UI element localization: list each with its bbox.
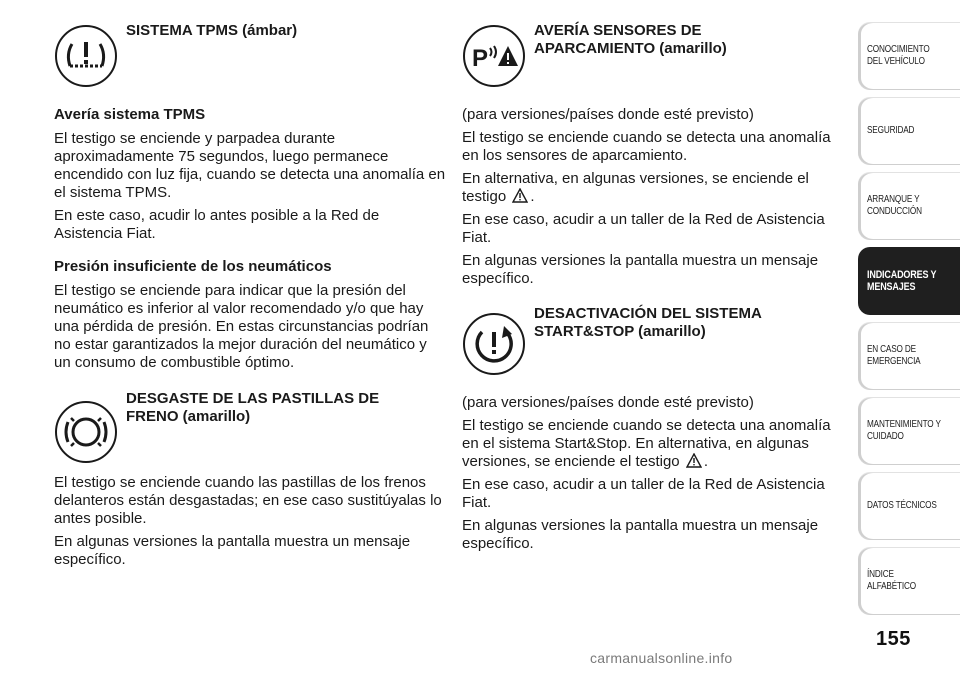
tab-label: ARRANQUE Y CONDUCCIÓN: [867, 194, 922, 217]
tpms-fault-text-2: En este caso, acudir lo antes posible a la Red de Asistencia Fiat.: [54, 207, 380, 242]
start-stop-text-3: En ese caso, acudir a un taller de la Red de Asistencia Fiat.: [462, 476, 825, 511]
tab-mantenimiento-y-cuidado[interactable]: [858, 397, 960, 465]
right-column: [462, 0, 844, 558]
tire-pressure-warning-icon: [54, 24, 118, 88]
tpms-pressure-text: El testigo se enciende para indicar que la presión del neumático es inferior al valor recomendado y/o que hay una pérdida de presión. En estas circunstancias podrían no estar garantizados la mejor duración del neumático y un consumo de combustible óptimo.: [54, 282, 429, 371]
brake-pads-text-2: En algunas versiones la pantalla muestra un mensaje específico.: [54, 533, 411, 568]
start-stop-header: [462, 302, 844, 394]
left-column: [54, 0, 446, 574]
start-stop-text-2-after: .: [703, 453, 708, 470]
tab-label: SEGURIDAD: [867, 125, 915, 136]
watermark: carmanualsonline.info: [590, 650, 733, 666]
start-stop-text-4: En algunas versiones la pantalla muestra un mensaje específico.: [462, 517, 819, 552]
brake-pads-text-1: El testigo se enciende cuando las pastillas de los frenos delanteros están desgastadas; en ese caso sustitúyalas lo antes posible.: [54, 474, 442, 527]
tab-indicadores-y-mensajes[interactable]: [858, 247, 960, 315]
tpms-pressure-heading: Presión insuficiente de los neumáticos: [54, 258, 332, 275]
tab-conocimiento-del-vehiculo[interactable]: [858, 22, 960, 90]
start-stop-title: DESACTIVACIÓN DEL SISTEMA START&STOP (amarillo): [534, 305, 762, 340]
brake-pad-wear-icon: [54, 400, 118, 464]
start-stop-text-2-before: El testigo se enciende cuando se detecta una anomalía en el sistema Start&Stop. En alternativa, en algunas versiones, se enciende el testigo: [462, 417, 831, 470]
tab-label: MANTENIMIENTO Y CUIDADO: [867, 419, 941, 442]
tab-label: ÍNDICE ALFABÉTICO: [867, 569, 916, 592]
tab-label: CONOCIMIENTO DEL VEHÍCULO: [867, 44, 930, 67]
parking-text-5: En algunas versiones la pantalla muestra un mensaje específico.: [462, 252, 819, 287]
page-number: 155: [876, 628, 911, 650]
tab-indice-alfabetico[interactable]: [858, 547, 960, 615]
tpms-fault-heading: Avería sistema TPMS: [54, 106, 206, 123]
tab-label: EN CASO DE EMERGENCIA: [867, 344, 921, 367]
start-stop-disabled-icon: [462, 312, 526, 376]
brake-pads-title: DESGASTE DE LAS PASTILLAS DE FRENO (amarillo): [126, 390, 380, 425]
parking-header: [462, 18, 844, 106]
tpms-title: SISTEMA TPMS (ámbar): [126, 22, 298, 39]
tab-label: INDICADORES Y MENSAJES: [867, 269, 937, 293]
svg-text:P: P: [472, 45, 489, 72]
brake-pads-header: [54, 386, 446, 474]
start-stop-text-2: [462, 417, 844, 471]
parking-text-3: [462, 170, 844, 206]
tab-arranque-y-conduccion[interactable]: [858, 172, 960, 240]
parking-text-2: El testigo se enciende cuando se detecta una anomalía en los sensores de aparcamiento.: [462, 129, 831, 164]
parking-title: AVERÍA SENSORES DE APARCAMIENTO (amarillo): [534, 22, 727, 57]
parking-text-4: En ese caso, acudir a un taller de la Red de Asistencia Fiat.: [462, 211, 825, 246]
parking-sensor-fault-icon: [462, 24, 526, 88]
chapter-tabs: [858, 22, 960, 622]
tab-datos-tecnicos[interactable]: [858, 472, 960, 540]
tab-en-caso-de-emergencia[interactable]: [858, 322, 960, 390]
tpms-fault-text-1: El testigo se enciende y parpadea durante aproximadamente 75 segundos, luego permanece encendido con luz fija, cuando se detecta una anomalía en el sistema TPMS.: [54, 130, 446, 201]
start-stop-text-1: (para versiones/países donde esté previsto): [462, 394, 754, 411]
tpms-header: [54, 18, 446, 106]
parking-text-3-before: En alternativa, en algunas versiones, se enciende el testigo: [462, 170, 809, 205]
warning-triangle-icon: [512, 188, 528, 203]
tab-seguridad[interactable]: [858, 97, 960, 165]
warning-triangle-icon: [686, 453, 702, 468]
parking-text-3-after: .: [530, 188, 535, 205]
parking-text-1: (para versiones/países donde esté previsto): [462, 106, 754, 123]
tab-label: DATOS TÉCNICOS: [867, 500, 937, 511]
